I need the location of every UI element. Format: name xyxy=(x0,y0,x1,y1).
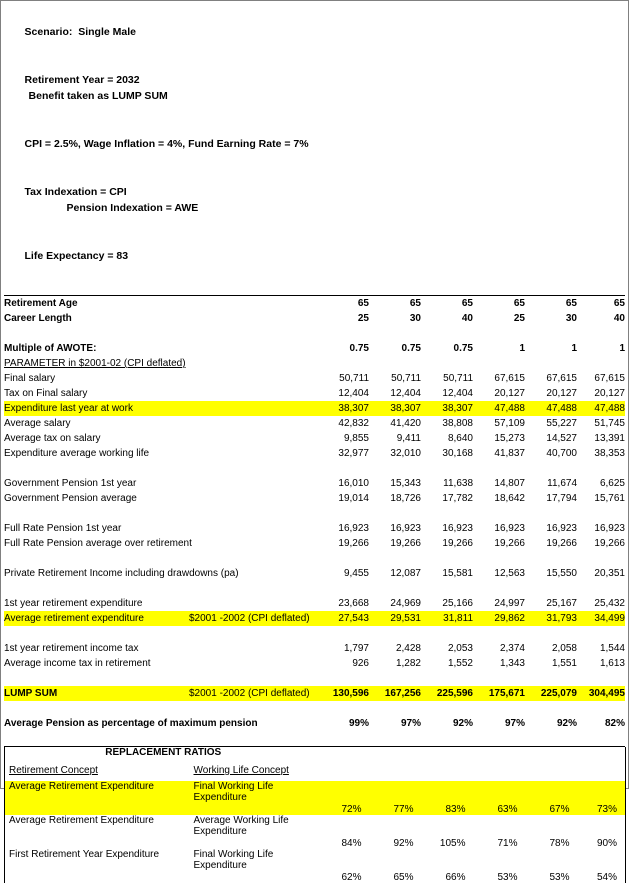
rr-value: 90% xyxy=(578,815,626,849)
row-value: 57,109 xyxy=(494,418,525,429)
awote-v1: 0.75 xyxy=(349,343,369,354)
row-value: 41,420 xyxy=(390,418,421,429)
row-label: Full Rate Pension average over retirement xyxy=(4,538,192,549)
row-value: 51,745 xyxy=(594,418,625,429)
row-value: 47,488 xyxy=(494,403,525,414)
row-value: 16,010 xyxy=(338,478,369,489)
row-value: 1,552 xyxy=(447,658,473,669)
row-value: 1,613 xyxy=(599,658,625,669)
avg-pension-pct-v3: 92% xyxy=(452,718,473,729)
row-value: 11,638 xyxy=(443,478,473,489)
row-value: 24,997 xyxy=(494,598,525,609)
lump-sum-sublabel: $2001 -2002 (CPI deflated) xyxy=(189,688,310,699)
retirement-age-label: Retirement Age xyxy=(4,298,78,309)
avg-pension-pct-label: Average Pension as percentage of maximum pension xyxy=(4,718,258,729)
spacer-row-10 xyxy=(4,731,625,747)
row-average-pension-percentage xyxy=(4,716,625,731)
row-awote-multiple xyxy=(4,341,625,356)
lump-sum-v1: 130,596 xyxy=(332,688,369,699)
rr-value: 71% xyxy=(497,838,518,849)
row-label: Tax on Final salary xyxy=(4,388,88,399)
row-value: 20,351 xyxy=(594,568,625,579)
row-value: 50,711 xyxy=(443,373,473,384)
row-value: 2,053 xyxy=(447,643,473,654)
row-value: 32,977 xyxy=(338,448,369,459)
row-value: 14,527 xyxy=(546,433,577,444)
row-value: 50,711 xyxy=(391,373,421,384)
row-value: 18,726 xyxy=(390,493,421,504)
career-length-v5: 30 xyxy=(565,313,577,324)
data-row xyxy=(4,491,625,506)
row-value: 9,855 xyxy=(343,433,369,444)
retirement-age-v1: 65 xyxy=(357,298,369,309)
row-value: 31,811 xyxy=(443,613,473,624)
avg-pension-pct-v6: 82% xyxy=(604,718,625,729)
scenario-header xyxy=(1,1,628,280)
row-value: 12,404 xyxy=(338,388,369,399)
row-value: 34,499 xyxy=(594,613,625,624)
spacer-row xyxy=(4,280,625,296)
rr-value: 83% xyxy=(445,804,466,815)
row-value: 38,307 xyxy=(442,403,473,414)
awote-v4: 1 xyxy=(519,343,525,354)
spacer-row-5 xyxy=(4,551,625,566)
row-value: 9,411 xyxy=(396,433,421,444)
rr-value: 92% xyxy=(393,838,414,849)
header-line-4 xyxy=(7,168,628,232)
header-line-3 xyxy=(7,120,628,168)
career-length-v6: 40 xyxy=(613,313,625,324)
row-value: 13,391 xyxy=(594,433,625,444)
row-value: 25,166 xyxy=(442,598,473,609)
rr-value: 77% xyxy=(393,804,414,815)
scenario-data-table xyxy=(4,280,625,747)
row-value: 32,010 xyxy=(390,448,421,459)
rr-value: 84% xyxy=(341,838,362,849)
rr-value: 105% xyxy=(439,838,466,849)
row-value: 15,550 xyxy=(546,568,577,579)
row-value: 50,711 xyxy=(339,373,369,384)
header-line-4-left: Tax Indexation = CPI xyxy=(24,186,127,198)
row-label: Expenditure last year at work xyxy=(4,403,133,414)
rr-working-life-concept: Final Working Life Expenditure xyxy=(193,849,274,871)
avg-pension-pct-v1: 99% xyxy=(348,718,369,729)
rr-working-life-concept: Final Working Life Expenditure xyxy=(193,781,274,803)
row-value: 12,563 xyxy=(494,568,525,579)
replacement-ratio-row xyxy=(5,781,626,815)
header-line-5 xyxy=(7,232,628,280)
lump-sum-v2: 167,256 xyxy=(384,688,421,699)
row-value: 19,266 xyxy=(546,538,577,549)
row-career-length xyxy=(4,311,625,326)
retirement-age-v5: 65 xyxy=(565,298,577,309)
row-label: Average retirement expenditure xyxy=(4,613,144,624)
row-value: 41,837 xyxy=(494,448,525,459)
awote-label: Multiple of AWOTE: xyxy=(4,343,97,354)
row-value: 9,455 xyxy=(343,568,369,579)
retirement-age-v3: 65 xyxy=(461,298,473,309)
spacer-row-2 xyxy=(4,326,625,341)
header-line-5-left: Life Expectancy = 83 xyxy=(24,250,129,262)
row-value: 14,807 xyxy=(494,478,525,489)
rr-value: 67% xyxy=(549,804,570,815)
row-value: 29,862 xyxy=(494,613,525,624)
row-value: 47,488 xyxy=(546,403,577,414)
avg-pension-pct-v4: 97% xyxy=(504,718,525,729)
row-value: 30,168 xyxy=(442,448,473,459)
row-value: 926 xyxy=(352,658,369,669)
row-value: 15,343 xyxy=(390,478,421,489)
row-lump-sum xyxy=(4,686,625,701)
header-line-2-left: Retirement Year = 2032 xyxy=(24,74,140,86)
row-value: 19,266 xyxy=(390,538,421,549)
replacement-ratio-row xyxy=(5,849,626,883)
row-value: 25,432 xyxy=(594,598,625,609)
row-value: 15,581 xyxy=(442,568,473,579)
awote-v2: 0.75 xyxy=(401,343,421,354)
data-row xyxy=(4,416,625,431)
row-value: 16,923 xyxy=(546,523,577,534)
data-row xyxy=(4,656,625,671)
rr-retirement-concept: Average Retirement Expenditure xyxy=(5,815,190,849)
data-row xyxy=(4,386,625,401)
replacement-ratios-section xyxy=(4,747,625,883)
rr-value: 66% xyxy=(445,872,466,883)
row-label: Average income tax in retirement xyxy=(4,658,151,669)
row-value: 42,832 xyxy=(338,418,369,429)
rr-value: 62% xyxy=(341,872,362,883)
row-label: Government Pension 1st year xyxy=(4,478,137,489)
row-label: Average tax on salary xyxy=(4,433,101,444)
header-line-1 xyxy=(7,8,628,56)
lump-sum-v4: 175,671 xyxy=(488,688,525,699)
rr-value: 53% xyxy=(497,872,518,883)
rr-value: 53% xyxy=(549,872,570,883)
awote-v6: 1 xyxy=(619,343,625,354)
row-value: 12,404 xyxy=(390,388,421,399)
row-value: 19,266 xyxy=(338,538,369,549)
replacement-ratios-header-row xyxy=(5,765,626,781)
row-value: 19,266 xyxy=(494,538,525,549)
row-retirement-age xyxy=(4,296,625,312)
row-label: Full Rate Pension 1st year xyxy=(4,523,122,534)
row-value: 16,923 xyxy=(494,523,525,534)
rr-retirement-concept: First Retirement Year Expenditure xyxy=(5,849,190,883)
spacer-row-9 xyxy=(4,701,625,716)
data-row xyxy=(4,476,625,491)
row-value: 15,761 xyxy=(594,493,625,504)
row-value: 24,969 xyxy=(390,598,421,609)
row-value: 2,374 xyxy=(499,643,525,654)
career-length-label: Career Length xyxy=(4,313,72,324)
header-line-4-right: Pension Indexation = AWE xyxy=(66,202,199,214)
row-value: 2,058 xyxy=(551,643,577,654)
parameter-heading-label: PARAMETER in $2001-02 (CPI deflated) xyxy=(4,358,186,369)
row-value: 1,551 xyxy=(551,658,577,669)
data-row xyxy=(4,641,625,656)
spacer-row-8 xyxy=(4,671,625,686)
header-line-3-left: CPI = 2.5%, Wage Inflation = 4%, Fund Earning Rate = 7% xyxy=(24,138,309,150)
row-value: 31,793 xyxy=(546,613,577,624)
row-label: Private Retirement Income including drawdowns (pa) xyxy=(4,568,239,579)
row-value: 15,273 xyxy=(494,433,525,444)
header-line-2-right: Benefit taken as LUMP SUM xyxy=(28,90,168,102)
lump-sum-v5: 225,079 xyxy=(540,688,577,699)
row-value: 20,127 xyxy=(594,388,625,399)
row-label: Average salary xyxy=(4,418,71,429)
avg-pension-pct-v5: 92% xyxy=(556,718,577,729)
row-value: 17,794 xyxy=(546,493,577,504)
rr-value: 73% xyxy=(578,781,626,815)
data-row xyxy=(4,536,625,551)
row-parameter-heading xyxy=(4,356,625,371)
row-value: 19,266 xyxy=(594,538,625,549)
awote-v3: 0.75 xyxy=(453,343,473,354)
row-value: 25,167 xyxy=(546,598,577,609)
rr-value: 54% xyxy=(578,849,626,883)
row-value: 40,700 xyxy=(546,448,577,459)
replacement-ratios-table xyxy=(4,747,626,883)
row-label: Expenditure average working life xyxy=(4,448,150,459)
row-value: 27,543 xyxy=(338,613,369,624)
row-value: 11,674 xyxy=(547,478,577,489)
data-row xyxy=(4,371,625,386)
row-value: 16,923 xyxy=(594,523,625,534)
career-length-v1: 25 xyxy=(357,313,369,324)
spacer-row-6 xyxy=(4,581,625,596)
data-row xyxy=(4,596,625,611)
row-value: 18,642 xyxy=(494,493,525,504)
rr-retirement-concept: Average Retirement Expenditure xyxy=(5,781,190,815)
retirement-age-v2: 65 xyxy=(409,298,421,309)
data-row-highlighted xyxy=(4,611,625,626)
col-header-working-life-concept: Working Life Concept xyxy=(193,765,289,776)
data-row xyxy=(4,521,625,536)
row-value: 1,797 xyxy=(343,643,369,654)
row-value: 16,923 xyxy=(338,523,369,534)
row-value: 20,127 xyxy=(494,388,525,399)
row-value: 12,087 xyxy=(390,568,421,579)
row-value: 47,488 xyxy=(594,403,625,414)
rr-value: 63% xyxy=(497,804,518,815)
rr-value: 65% xyxy=(393,872,414,883)
data-row-highlighted xyxy=(4,401,625,416)
row-value: 8,640 xyxy=(447,433,473,444)
lump-sum-v6: 304,495 xyxy=(588,688,625,699)
row-value: 67,615 xyxy=(494,373,525,384)
row-label: 1st year retirement expenditure xyxy=(4,598,143,609)
row-label: Government Pension average xyxy=(4,493,137,504)
retirement-age-v4: 65 xyxy=(513,298,525,309)
career-length-v4: 25 xyxy=(513,313,525,324)
replacement-ratio-row xyxy=(5,815,626,849)
lump-sum-v3: 225,596 xyxy=(436,688,473,699)
row-label: 1st year retirement income tax xyxy=(4,643,139,654)
row-value: 17,782 xyxy=(442,493,473,504)
row-value: 16,923 xyxy=(442,523,473,534)
col-header-retirement-concept: Retirement Concept xyxy=(9,765,98,776)
row-value: 1,544 xyxy=(599,643,625,654)
row-label: Final salary xyxy=(4,373,56,384)
rr-value: 78% xyxy=(549,838,570,849)
header-line-1-left: Scenario: Single Male xyxy=(24,26,136,38)
lump-sum-label: LUMP SUM xyxy=(4,688,58,699)
row-value: 29,531 xyxy=(390,613,421,624)
rr-working-life-concept: Average Working Life Expenditure xyxy=(193,815,289,837)
row-value: 38,307 xyxy=(338,403,369,414)
replacement-ratios-title-row xyxy=(5,747,626,765)
row-value: 16,923 xyxy=(390,523,421,534)
row-value: 6,625 xyxy=(599,478,625,489)
rr-value: 72% xyxy=(341,804,362,815)
row-value: 19,014 xyxy=(338,493,369,504)
row-value: 1,343 xyxy=(499,658,525,669)
header-line-2 xyxy=(7,56,628,120)
row-value: 12,404 xyxy=(442,388,473,399)
row-value: 2,428 xyxy=(395,643,421,654)
data-row xyxy=(4,566,625,581)
data-row xyxy=(4,446,625,461)
row-value: 67,615 xyxy=(546,373,577,384)
row-value: 38,808 xyxy=(442,418,473,429)
spacer-row-7 xyxy=(4,626,625,641)
row-value: 19,266 xyxy=(442,538,473,549)
retirement-age-v6: 65 xyxy=(613,298,625,309)
career-length-v3: 40 xyxy=(461,313,473,324)
row-value: 67,615 xyxy=(594,373,625,384)
spacer-row-4 xyxy=(4,506,625,521)
career-length-v2: 30 xyxy=(409,313,421,324)
row-value: 38,307 xyxy=(390,403,421,414)
row-value: 38,353 xyxy=(594,448,625,459)
row-value: 20,127 xyxy=(546,388,577,399)
spacer-row-3 xyxy=(4,461,625,476)
row-value: 55,227 xyxy=(546,418,577,429)
row-sublabel: $2001 -2002 (CPI deflated) xyxy=(189,613,310,624)
avg-pension-pct-v2: 97% xyxy=(400,718,421,729)
data-row xyxy=(4,431,625,446)
replacement-ratios-title: REPLACEMENT RATIOS xyxy=(5,747,318,765)
awote-v5: 1 xyxy=(571,343,577,354)
row-value: 1,282 xyxy=(395,658,421,669)
row-value: 23,668 xyxy=(338,598,369,609)
